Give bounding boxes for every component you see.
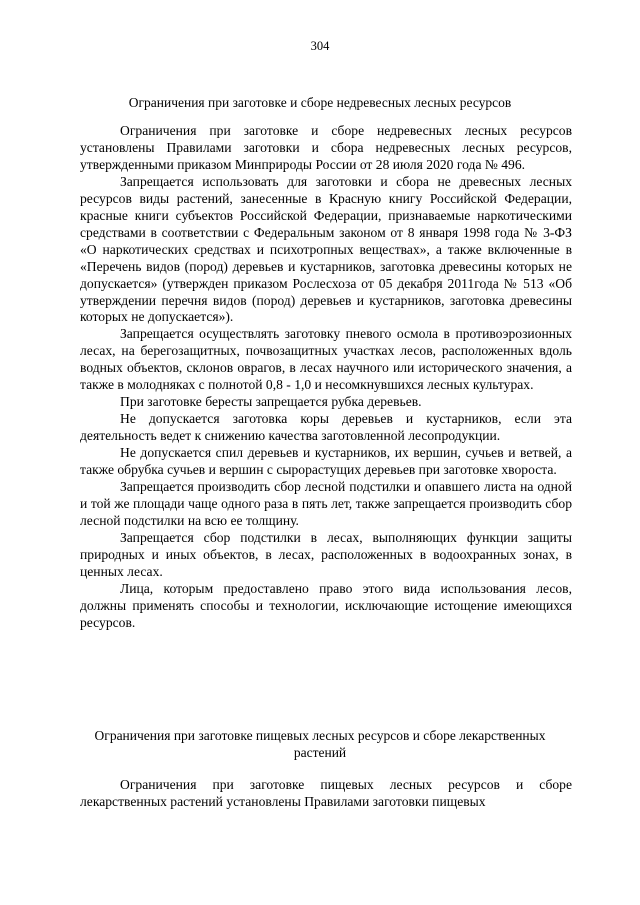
paragraph: Не допускается спил деревьев и кустарников, их вершин, сучьев и ветвей, а также обрубка сучьев и вершин с сырорастущих деревьев при заготовке хвороста.: [80, 445, 572, 478]
paragraph: Ограничения при заготовке и сборе недревесных лесных ресурсов установлены Правилами заготовки и сбора недревесных лесных ресурсов, утвержденными приказом Минприроды России от 28 июля 2020 года № 496.: [80, 123, 572, 172]
paragraph: При заготовке бересты запрещается рубка деревьев.: [120, 394, 422, 410]
paragraph: Лица, которым предоставлено право этого вида использования лесов, должны применять способы и технологии, исключающие истощение имеющихся ресурсов.: [80, 580, 572, 630]
section-heading-non-timber: Ограничения при заготовке и сборе недревесных лесных ресурсов: [128, 95, 512, 110]
paragraph: Запрещается использовать для заготовки и сбора не древесных лесных ресурсов виды растений, занесенные в Красную книгу Российской Федерации, красные книги субъектов Российской Федерации, признаваемые наркотическими средствами в соответствии с Федеральным законом от 8 января 1998 года № 3-ФЗ «О наркотических средствах и психотропных веществах», а также включенные в «Перечень видов (пород) деревьев и кустарников, заготовка древесины которых не допускается» (утвержден приказом Рослесхоза от 05 декабря 2011года № 513 «Об утверждении перечня видов (пород) деревьев и кустарников, заготовка древесины которых не допускается»).: [80, 173, 572, 325]
section-body-non-timber: [80, 123, 572, 632]
paragraph: Запрещается производить сбор лесной подстилки и опавшего листа на одной и той же площади чаще одного раза в пять лет, также запрещается производить сбор лесной подстилки на всю ее толщину.: [80, 479, 572, 528]
section-body-food-resources: [80, 777, 572, 811]
paragraph: Запрещается осуществлять заготовку пневого осмола в противоэрозионных лесах, на берегозащитных, почвозащитных участках лесов, расположенных вдоль водных объектов, склонов оврагов, в лесах научного или исторического значения, а также в молодняках с полнотой 0,8 - 1,0 и несомкнувшихся лесных культурах.: [80, 326, 572, 393]
section-heading-food-resources: Ограничения при заготовке пищевых лесных ресурсов и сборе лекарственных растений: [94, 728, 546, 760]
paragraph: Не допускается заготовка коры деревьев и кустарников, если эта деятельность ведет к снижению качества заготовленной лесопродукции.: [80, 411, 572, 444]
page-number: 304: [310, 39, 330, 53]
paragraph: Запрещается сбор подстилки в лесах, выполняющих функции защиты природных и иных объектов, в лесах, расположенных в водоохранных зонах, в ценных лесах.: [80, 529, 572, 579]
paragraph: Ограничения при заготовке пищевых лесных ресурсов и сборе лекарственных растений установлены Правилами заготовки пищевых: [80, 777, 572, 809]
